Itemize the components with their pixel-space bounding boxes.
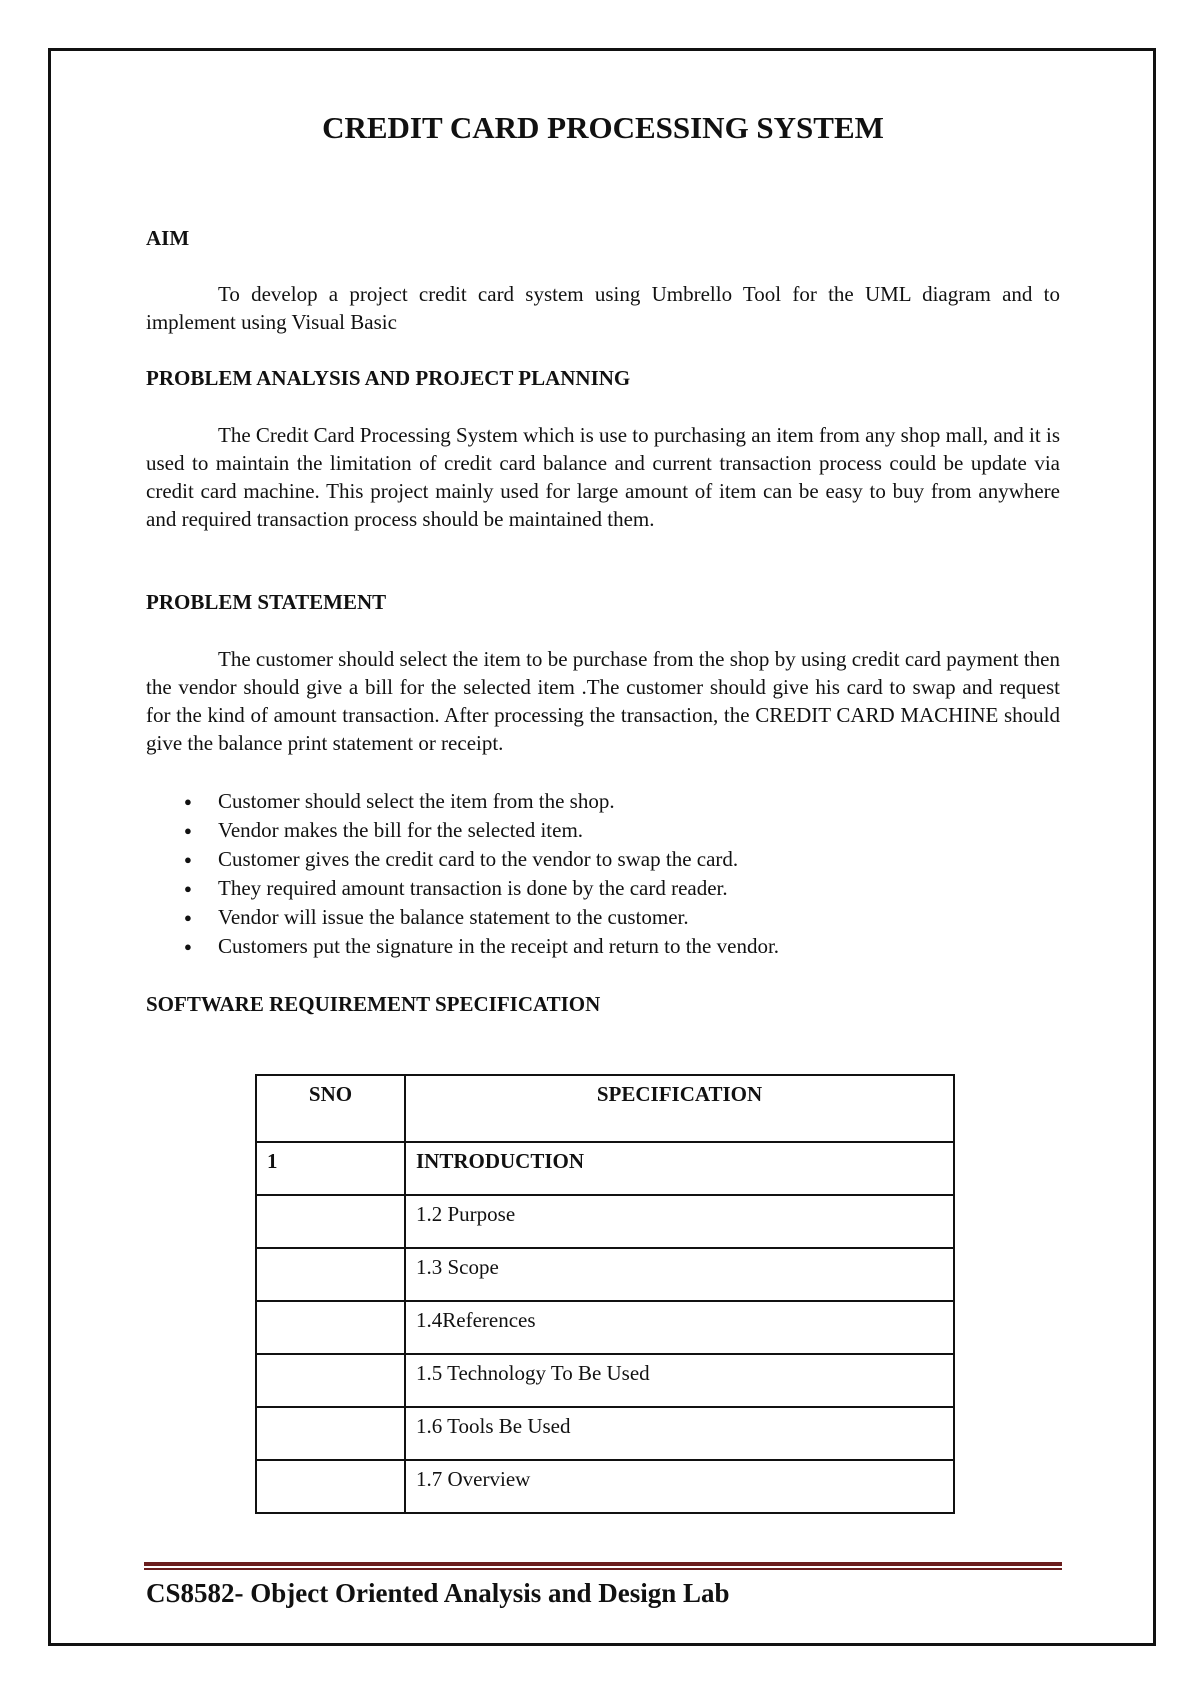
list-item: ● Customer should select the item from the shop. (146, 787, 1060, 816)
list-item: ● Vendor will issue the balance statement to the customer. (146, 903, 1060, 932)
analysis-heading: PROBLEM ANALYSIS AND PROJECT PLANNING (146, 366, 631, 390)
footer-course-title: CS8582- Object Oriented Analysis and Design Lab (146, 1578, 730, 1608)
cell-sno (256, 1460, 405, 1513)
list-item: ● They required amount transaction is done by the card reader. (146, 874, 1060, 903)
table-row (256, 1354, 954, 1407)
footer-divider (144, 1562, 1062, 1572)
statement-bullet-list (146, 787, 1060, 961)
table-row (256, 1195, 954, 1248)
page-title: CREDIT CARD PROCESSING SYSTEM (322, 110, 884, 145)
cell-spec: 1.7 Overview (405, 1460, 954, 1513)
aim-heading: AIM (146, 226, 190, 250)
cell-sno (256, 1354, 405, 1407)
statement-paragraph: The customer should select the item to be purchase from the shop by using credit card payment then the vendor should give a bill for the selected item .The customer should give his card to swap and request for the kind of amount transaction. After processing the transaction, the CREDIT CARD MACHINE should give the balance print statement or receipt. (146, 647, 1060, 755)
cell-sno (256, 1195, 405, 1248)
table-row (256, 1301, 954, 1354)
cell-spec: 1.4References (405, 1301, 954, 1354)
cell-spec: 1.3 Scope (405, 1248, 954, 1301)
table-row (256, 1248, 954, 1301)
statement-heading: PROBLEM STATEMENT (146, 590, 387, 614)
specification-table (255, 1074, 955, 1514)
cell-sno: 1 (256, 1142, 405, 1195)
cell-sno (256, 1301, 405, 1354)
aim-paragraph: To develop a project credit card system using Umbrello Tool for the UML diagram and to implement using Visual Basic (146, 282, 1060, 334)
header-specification: SPECIFICATION (405, 1075, 954, 1142)
cell-spec: 1.2 Purpose (405, 1195, 954, 1248)
list-item: ● Customer gives the credit card to the vendor to swap the card. (146, 845, 1060, 874)
table-row (256, 1460, 954, 1513)
list-item: ● Customers put the signature in the receipt and return to the vendor. (146, 932, 1060, 961)
table-row (256, 1142, 954, 1195)
cell-spec: INTRODUCTION (405, 1142, 954, 1195)
header-sno: SNO (256, 1075, 405, 1142)
cell-sno (256, 1248, 405, 1301)
srs-heading: SOFTWARE REQUIREMENT SPECIFICATION (146, 992, 601, 1016)
list-item: ● Vendor makes the bill for the selected item. (146, 816, 1060, 845)
table-header-row (256, 1075, 954, 1142)
analysis-paragraph: The Credit Card Processing System which is use to purchasing an item from any shop mall, and it is used to maintain the limitation of credit card balance and current transaction process could be update via credit card machine. This project mainly used for large amount of item can be easy to buy from anywhere and required transaction process should be maintained them. (146, 423, 1060, 531)
table-row (256, 1407, 954, 1460)
cell-sno (256, 1407, 405, 1460)
cell-spec: 1.6 Tools Be Used (405, 1407, 954, 1460)
cell-spec: 1.5 Technology To Be Used (405, 1354, 954, 1407)
